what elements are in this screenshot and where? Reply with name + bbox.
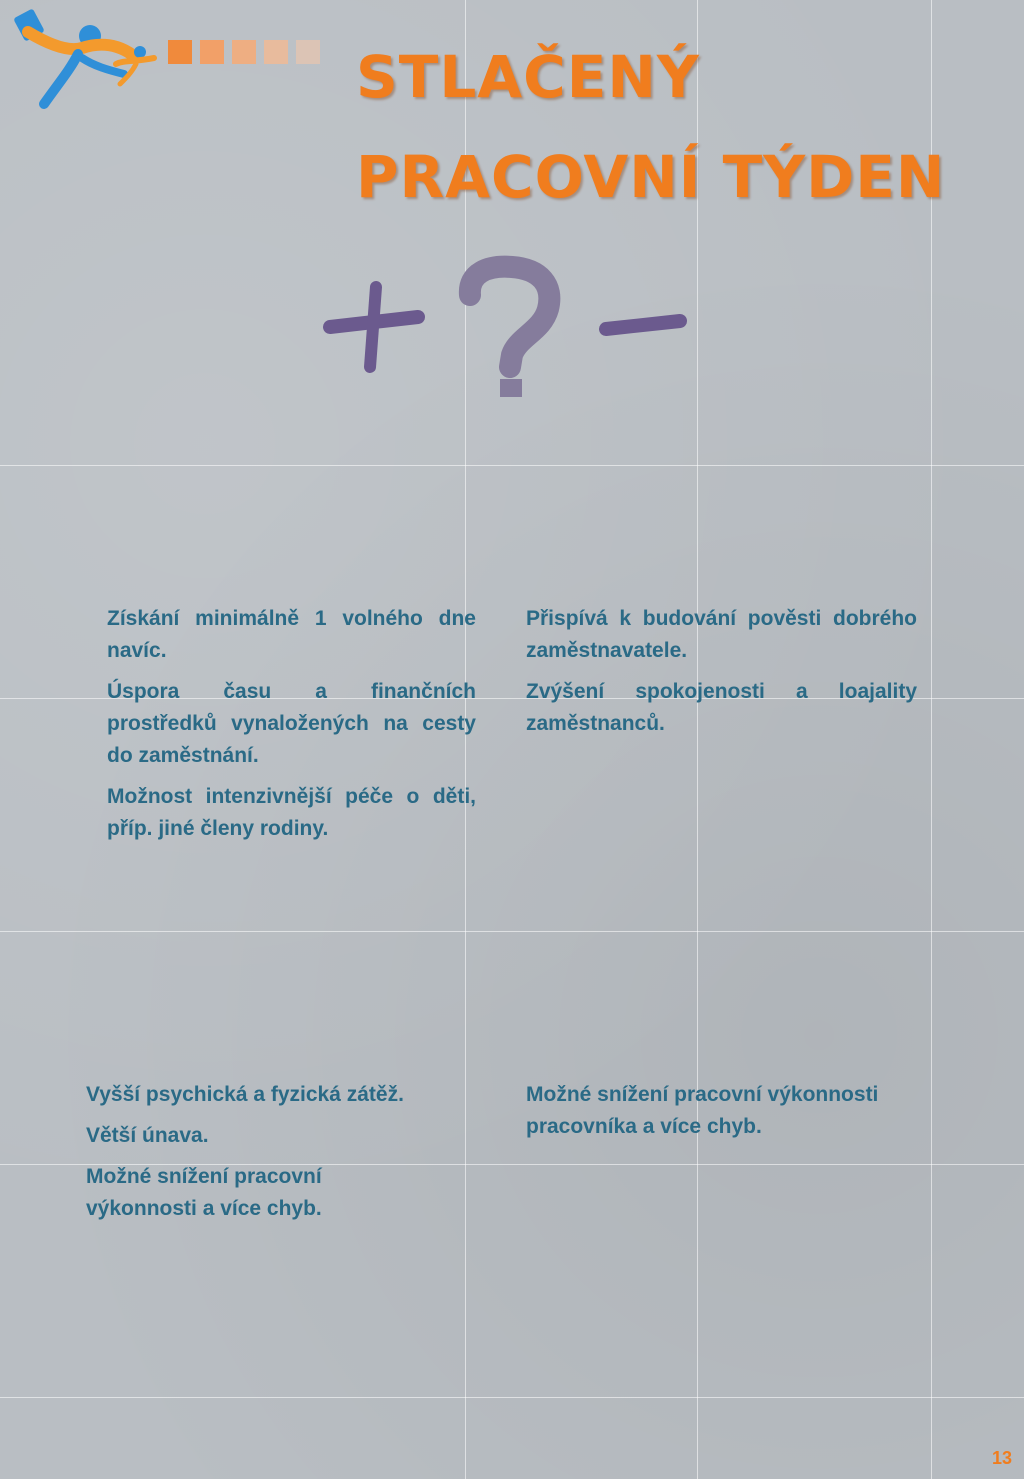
pros-cons-symbols [318,255,698,405]
employer-cons-list [526,1079,926,1152]
page-number: 13 [991,1448,1012,1468]
page-title [356,28,945,228]
list-item: Přispívá k budování pověsti dobrého zaměstnavatele. [526,607,917,662]
decorative-squares [168,40,320,64]
title-line-2: PRACOVNÍ TÝDEN [356,142,946,211]
employee-cons-list [86,1079,426,1234]
list-item: Možné snížení pracovní výkonnosti a více chyb. [86,1165,322,1220]
question-mark-icon [470,267,550,397]
employee-pros-list [107,603,476,854]
minus-icon [606,321,680,329]
title-line-1: STLAČENÝ [356,43,700,111]
list-item: Vyšší psychická a fyzická zátěž. [86,1083,404,1106]
employer-pros-list [526,603,917,749]
list-item: Větší únava. [86,1124,209,1147]
people-running-logo-icon [8,4,168,120]
list-item: Získání minimálně 1 volného dne navíc. [107,607,476,662]
list-item: Možné snížení pracovní výkonnosti pracovníka a více chyb. [526,1083,879,1138]
list-item: Možnost intenzivnější péče o děti, příp. jiné členy rodiny. [107,785,476,840]
list-item: Úspora času a finančních prostředků vynaložených na cesty do zaměstnání. [107,680,476,767]
list-item: Zvýšení spokojenosti a loajality zaměstnanců. [526,680,917,735]
plus-icon [330,287,418,367]
